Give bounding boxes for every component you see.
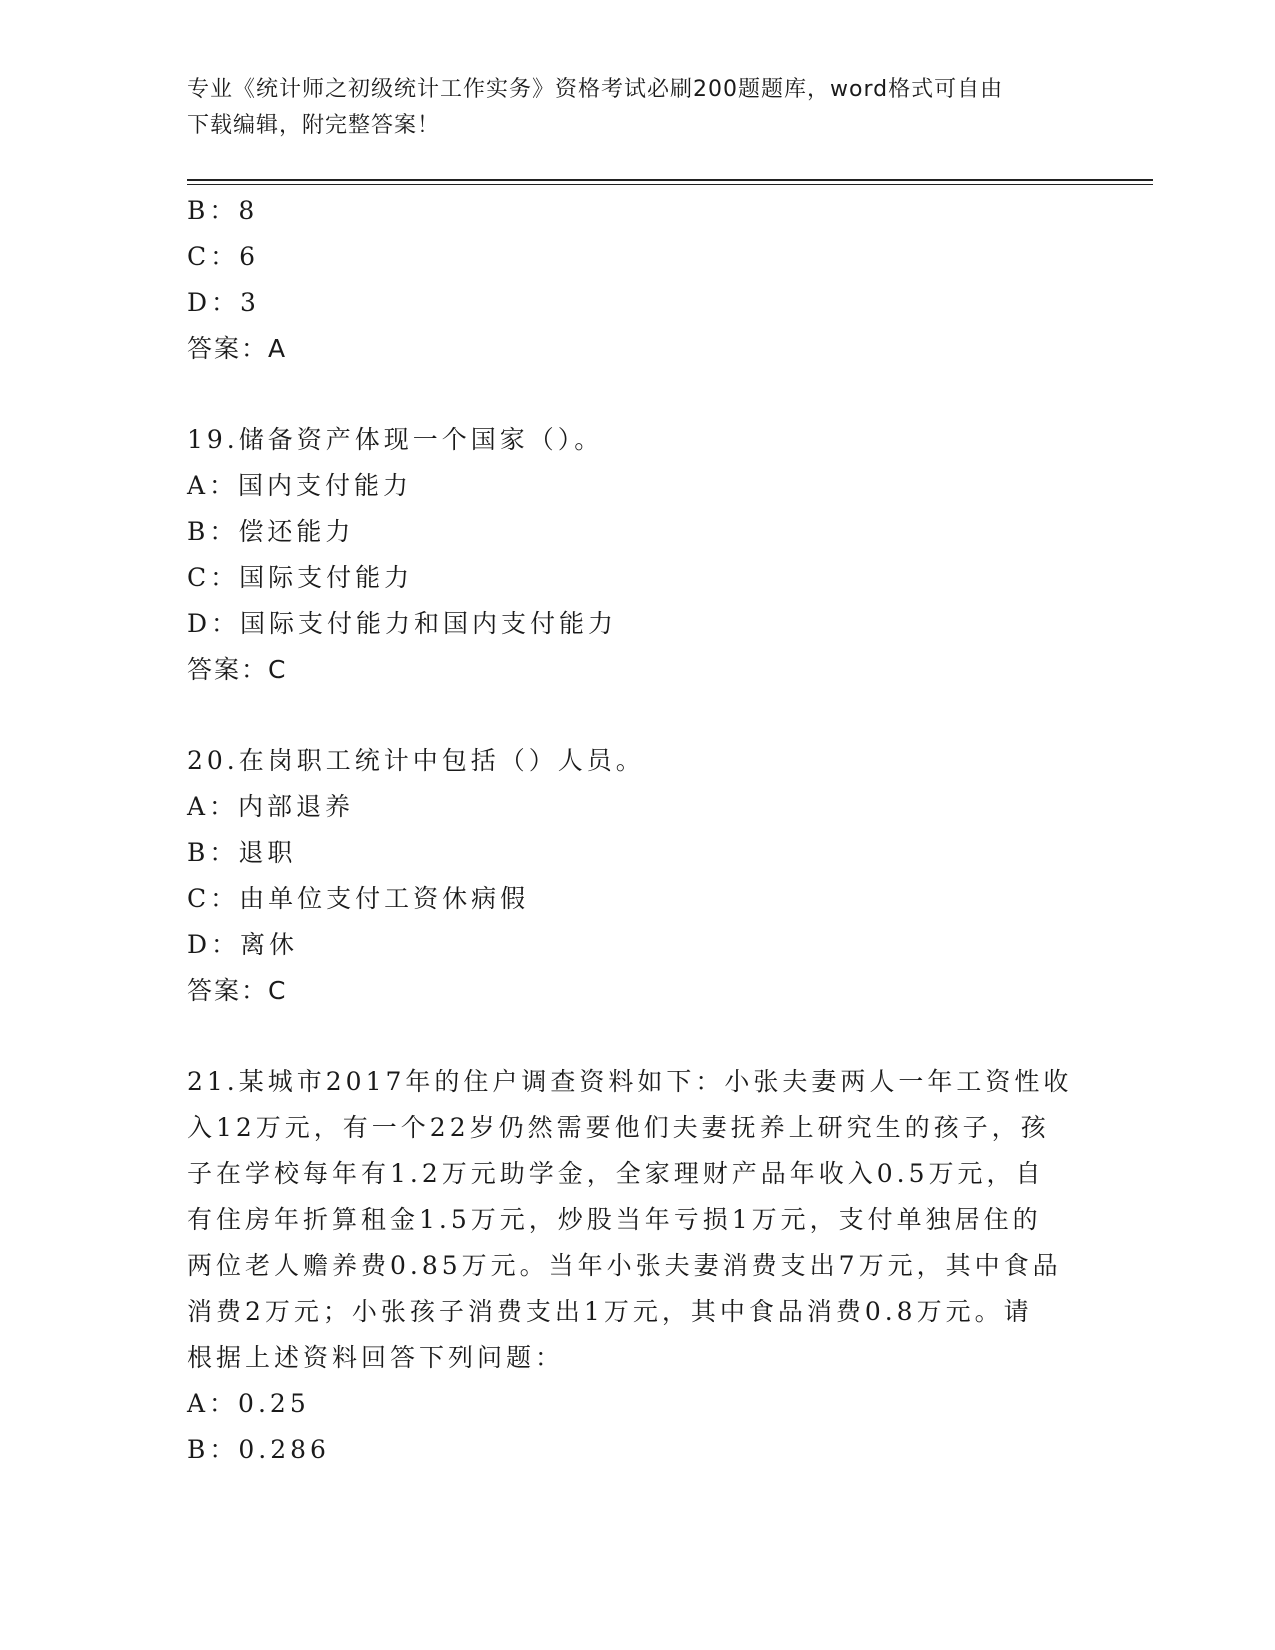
question-stem: 20.在岗职工统计中包括（）人员。 — [187, 746, 645, 775]
spacer — [187, 372, 1067, 417]
option-b: B：8 — [187, 196, 259, 225]
question-stem-line: 根据上述资料回答下列问题： — [187, 1343, 565, 1372]
spacer — [187, 1014, 1067, 1059]
question-stem-line: 消费2万元；小张孩子消费支出1万元，其中食品消费0.8万元。请 — [187, 1297, 1033, 1326]
header-rule-thick — [187, 179, 1153, 181]
option-b: B：偿还能力 — [187, 517, 355, 546]
question-stem-line: 子在学校每年有1.2万元助学金，全家理财产品年收入0.5万元，自 — [187, 1159, 1045, 1188]
option-d: D：3 — [187, 288, 260, 317]
answer-line: 答案：A — [187, 334, 288, 363]
option-d: D：离休 — [187, 930, 299, 959]
question-stem: 19.储备资产体现一个国家（）。 — [187, 425, 604, 454]
option-a: A：0.25 — [187, 1389, 310, 1418]
option-c: C：6 — [187, 242, 260, 271]
answer-line: 答案：C — [187, 976, 288, 1005]
option-a: A：国内支付能力 — [187, 471, 413, 500]
question-block-18 — [187, 188, 1067, 372]
question-stem-line: 21.某城市2017年的住户调查资料如下：小张夫妻两人一年工资性收 — [187, 1067, 1073, 1096]
option-c: C：国际支付能力 — [187, 563, 414, 592]
header-rule-thin — [187, 184, 1153, 185]
option-a: A：内部退养 — [187, 792, 355, 821]
question-block-19 — [187, 417, 1067, 693]
header-line-1: 专业《统计师之初级统计工作实务》资格考试必刷200题题库，word格式可自由 — [187, 77, 1004, 102]
page-header — [187, 72, 1067, 144]
question-stem-line: 有住房年折算租金1.5万元，炒股当年亏损1万元，支付单独居住的 — [187, 1205, 1042, 1234]
option-c: C：由单位支付工资休病假 — [187, 884, 530, 913]
question-block-20 — [187, 738, 1067, 1014]
option-b: B：退职 — [187, 838, 297, 867]
question-stem-line: 两位老人赡养费0.85万元。当年小张夫妻消费支出7万元，其中食品 — [187, 1251, 1062, 1280]
document-content — [187, 188, 1073, 1473]
answer-line: 答案：C — [187, 655, 288, 684]
question-block-21 — [187, 1059, 1073, 1473]
header-line-2: 下载编辑，附完整答案！ — [187, 113, 441, 138]
option-b: B：0.286 — [187, 1435, 330, 1464]
spacer — [187, 693, 1067, 738]
question-stem-line: 入12万元，有一个22岁仍然需要他们夫妻抚养上研究生的孩子，孩 — [187, 1113, 1050, 1142]
option-d: D：国际支付能力和国内支付能力 — [187, 609, 618, 638]
